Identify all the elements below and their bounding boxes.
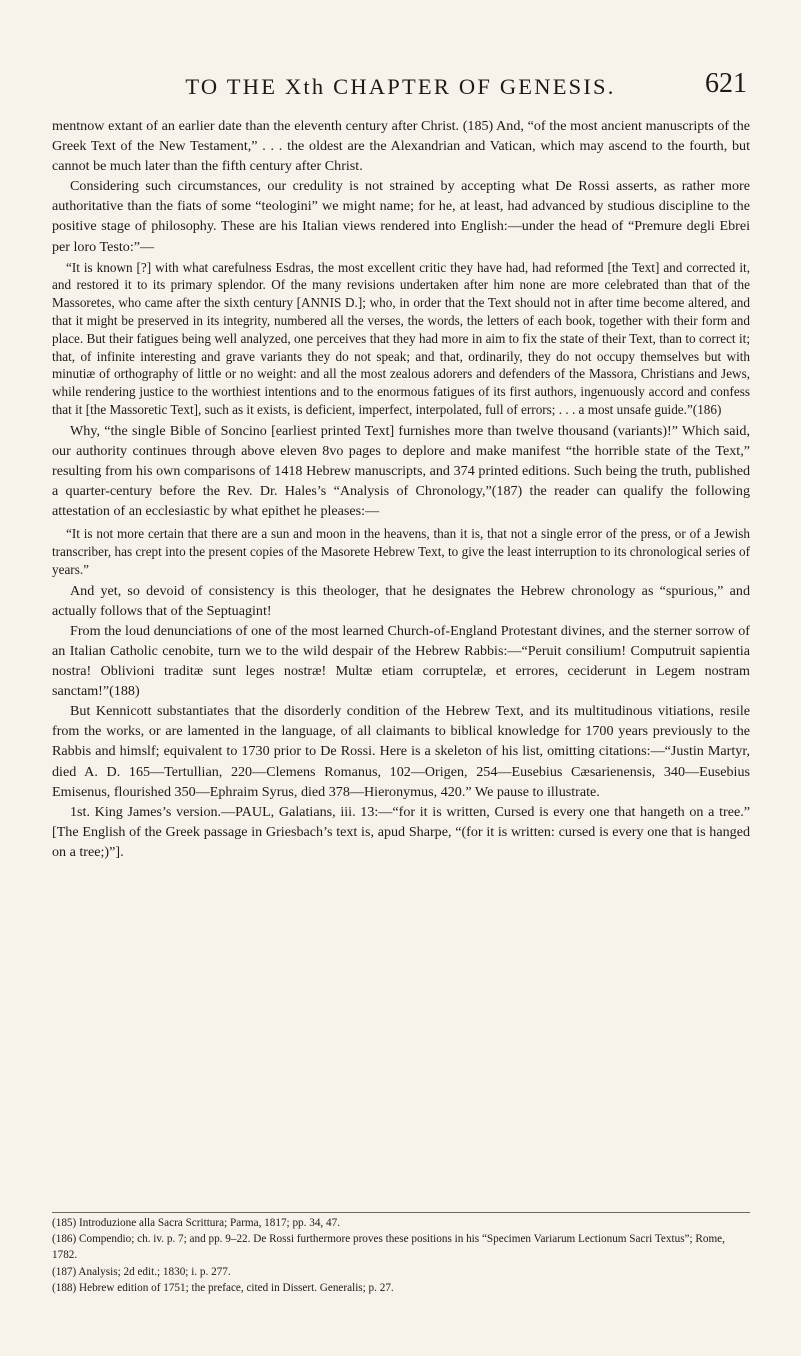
paragraph: 1st. King James’s version.—PAUL, Galatians, iii. 13:—“for it is written, Cursed is every one that hangeth on a tree.” [The English of the Greek passage in Griesbach’s text is, apud Sharpe, “(for it is written: cursed is every one that is hanged on a tree;)”].: [52, 803, 750, 860]
main-text: [52, 116, 750, 862]
footnotes: [52, 1215, 750, 1296]
footnote: (188) Hebrew edition of 1751; the preface, cited in Dissert. Generalis; p. 27.: [52, 1281, 394, 1294]
paragraph: And yet, so devoid of consistency is this theologer, that he designates the Hebrew chronology as “spurious,” and actually follows that of the Septuagint!: [52, 582, 750, 619]
footnote: (187) Analysis; 2d edit.; 1830; i. p. 277.: [52, 1265, 231, 1278]
footnote: (186) Compendio; ch. iv. p. 7; and pp. 9–22. De Rossi furthermore proves these positions in his “Specimen Variarum Lectionum Sacri Textus”; Rome, 1782.: [52, 1233, 725, 1262]
page-header: [0, 68, 801, 104]
paragraph: Why, “the single Bible of Soncino [earliest printed Text] furnishes more than twelve thousand (variants)!” Which said, our authority continues through above eleven 8vo pages to deplore and make manifest “the horrible state of the Text,” resulting from his own comparisons of 1418 Hebrew manuscripts, and 374 printed editions. Such being the truth, published a quarter-century before the Rev. Dr. Hales’s “Analysis of Chronology,”(187) the reader can qualify the following attestation of an ecclesiastic by what epithet he pleases:—: [52, 422, 750, 520]
block-quote: “It is not more certain that there are a sun and moon in the heavens, than it is, that not a single error of the press, or of a Jewish transcriber, has crept into the present copies of the Masorete Hebrew Text, to give the least interruption to its chronological series of years.”: [52, 526, 750, 577]
footnote: (185) Introduzione alla Sacra Scrittura; Parma, 1817; pp. 34, 47.: [52, 1217, 341, 1229]
footnote-divider: [52, 1212, 750, 1213]
running-head: TO THE Xth CHAPTER OF GENESIS.: [185, 74, 616, 99]
page-number: 621: [705, 68, 747, 99]
paragraph: mentnow extant of an earlier date than the eleventh century after Christ. (185) And, “of the most ancient manuscripts of the Greek Text of the New Testament,” . . . the oldest are the Alexandrian and Vatican, which may ascend to the fourth, but cannot be much later than the fifth century after Christ.: [52, 118, 750, 175]
paragraph: From the loud denunciations of one of the most learned Church-of-England Protestant divines, and the sterner sorrow of an Italian Catholic cenobite, turn we to the wild despair of the Hebrew Rabbis:—“Peruit consilium! Computruit sapientia nostra! Oblivioni traditæ sunt leges nostræ! Multæ etiam corruptelæ, et errores, ceciderunt in Legem nostram sanctam!”(188): [52, 622, 750, 700]
paragraph: But Kennicott substantiates that the disorderly condition of the Hebrew Text, and its multitudinous vitiations, resile from the works, or are lamented in the language, of all claimants to biblical knowledge for 1700 years previously to the Rabbis and himslf; equivalent to 1730 prior to De Rossi. Here is a skeleton of his list, omitting citations:—“Justin Martyr, died A. D. 165—Tertullian, 220—Clemens Romanus, 102—Origen, 254—Eusebius Cæsarienensis, 340—Eusebius Emisenus, flourished 350—Ephraim Syrus, died 378—Hieronymus, 420.” We pause to illustrate.: [52, 703, 750, 800]
paragraph: Considering such circumstances, our credulity is not strained by accepting what De Rossi asserts, as rather more authoritative than the fiats of some “teologini” we might name; for he, at least, had advanced by studious discipline to the positive stage of philosophy. These are his Italian views rendered into English:—under the head of “Premure degli Ebrei per loro Testo:”—: [52, 178, 750, 255]
block-quote: “It is known [?] with what carefulness Esdras, the most excellent critic they have had, had reformed [the Text] and corrected it, and restored it to its primary splendor. Of the many revisions undertaken after him none are more celebrated than that of the Massoretes, who came after the sixth century [ANNIS D.]; who, in order that the Text should not in after time become altered, and that it might be preserved in its integrity, numbered all the verses, the words, the letters of each book, together with their form and place. But their fatigues being well analyzed, one perceives that they had more in aim to fix the state of their Text, than to correct it; that, of infinite interesting and grave variants they do not speak; and that, ordinarily, they do not occupy themselves but with minutiæ of orthography of little or no weight: and all the most zealous adorers and defenders of the Massora, Christians and Jews, while rendering justice to the worthiest intentions and to the enormous fatigues of its first authors, ingenuously accord and confess that it [the Massoretic Text], such as it exists, is deficient, imperfect, interpolated, full of errors; . . . a most unsafe guide.”(186): [52, 259, 750, 418]
